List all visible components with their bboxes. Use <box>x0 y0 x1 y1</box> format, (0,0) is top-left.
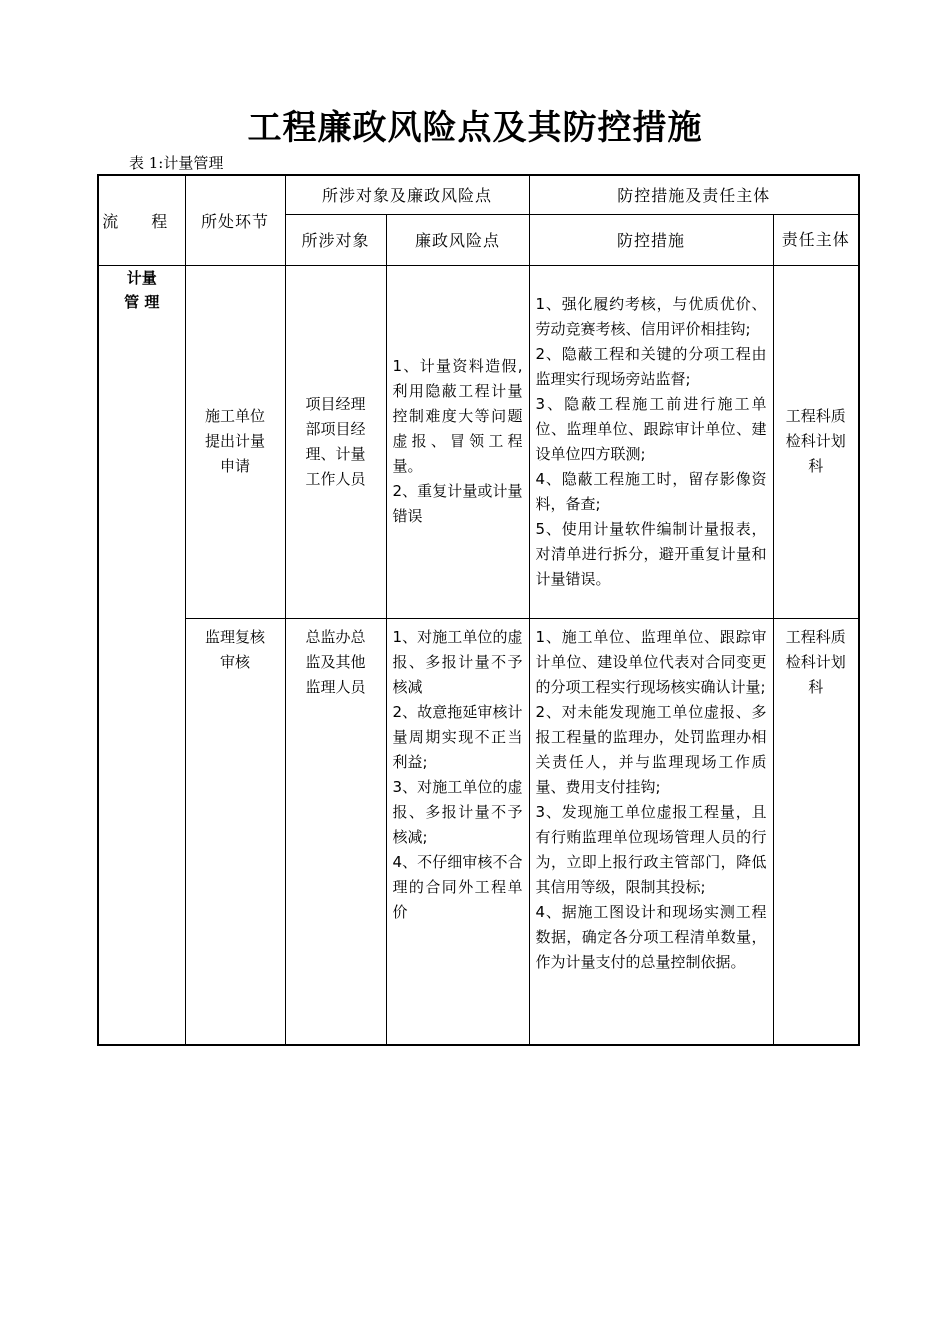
step-cell <box>185 265 285 618</box>
header-risk: 廉政风险点 <box>386 214 529 265</box>
measure-cell <box>529 618 773 1045</box>
subject-text: 项目经理部项目经理、计量工作人员 <box>305 394 366 488</box>
measure-item: 5、使用计量软件编制计量报表，对清单进行拆分，避开重复计量和计量错误。 <box>535 519 767 588</box>
measure-item: 4、隐蔽工程施工时，留存影像资料，备查; <box>535 469 767 513</box>
responsible-cell <box>773 618 859 1045</box>
risk-item: 2、故意拖延审核计量周期实现不正当利益; <box>392 702 523 771</box>
table-caption: 表 1:计量管理 <box>129 154 224 172</box>
measure-list <box>530 292 773 592</box>
header-row-1 <box>98 175 859 214</box>
step-text: 监理复核审核 <box>204 627 265 671</box>
page-title: 工程廉政风险点及其防控措施 <box>247 108 703 148</box>
risk-item: 4、不仔细审核不合理的合同外工程单价 <box>392 852 523 921</box>
header-group-risk: 所涉对象及廉政风险点 <box>285 175 529 214</box>
step-text: 施工单位提出计量申请 <box>204 407 265 475</box>
measure-item: 3、隐蔽工程施工前进行施工单位、监理单位、跟踪审计单位、建设单位四方联测; <box>535 394 767 463</box>
subject-cell <box>285 618 386 1045</box>
header-measure: 防控措施 <box>529 214 773 265</box>
risk-item: 2、重复计量或计量错误 <box>392 482 523 525</box>
subject-text: 总监办总监及其他监理人员 <box>305 627 366 696</box>
measure-item: 4、据施工图设计和现场实测工程数据，确定各分项工程清单数量，作为计量支付的总量控制依据。 <box>535 902 767 971</box>
measure-item: 1、强化履约考核，与优质优价、劳动竞赛考核、信用评价相挂钩; <box>535 294 767 338</box>
responsible-text: 工程科质检科计划科 <box>785 627 846 696</box>
risk-list <box>387 625 529 925</box>
flow-cell <box>98 265 185 1045</box>
responsible-cell <box>773 265 859 618</box>
header-group-control: 防控措施及责任主体 <box>529 175 859 214</box>
measure-cell <box>529 265 773 618</box>
responsible-text: 工程科质检科计划科 <box>785 407 846 475</box>
risk-item: 1、对施工单位的虚报、多报计量不予核减 <box>392 627 523 696</box>
risk-cell <box>386 618 529 1045</box>
header-responsible: 责任主体 <box>773 214 859 265</box>
header-flow: 流 程 <box>98 175 185 265</box>
measure-item: 3、发现施工单位虚报工程量，且有行贿监理单位现场管理人员的行为，立即上报行政主管部门，降低其信用等级，限制其投标; <box>535 802 767 896</box>
risk-cell <box>386 265 529 618</box>
step-cell <box>185 618 285 1045</box>
risk-item: 3、对施工单位的虚报、多报计量不予核减; <box>392 777 523 846</box>
measure-item: 1、施工单位、监理单位、跟踪审计单位、建设单位代表对合同变更的分项工程实行现场核实确认计量; <box>535 627 767 696</box>
flow-label-line2: 管 理 <box>124 292 160 311</box>
risk-control-table <box>97 174 860 1046</box>
flow-label-line1: 计量 <box>126 268 157 287</box>
header-subject: 所涉对象 <box>285 214 386 265</box>
measure-item: 2、隐蔽工程和关键的分项工程由监理实行现场旁站监督; <box>535 344 767 388</box>
measure-item: 2、对未能发现施工单位虚报、多报工程量的监理办，处罚监理办相关责任人，并与监理现场工作质量、费用支付挂钩; <box>535 702 767 796</box>
header-step: 所处环节 <box>185 175 285 265</box>
table-row <box>98 265 859 618</box>
risk-list <box>387 354 529 529</box>
subject-cell <box>285 265 386 618</box>
table-row <box>98 618 859 1045</box>
measure-list <box>530 625 773 975</box>
risk-item: 1、计量资料造假,利用隐蔽工程计量控制难度大等问题虚报、冒领工程量。 <box>392 357 523 475</box>
